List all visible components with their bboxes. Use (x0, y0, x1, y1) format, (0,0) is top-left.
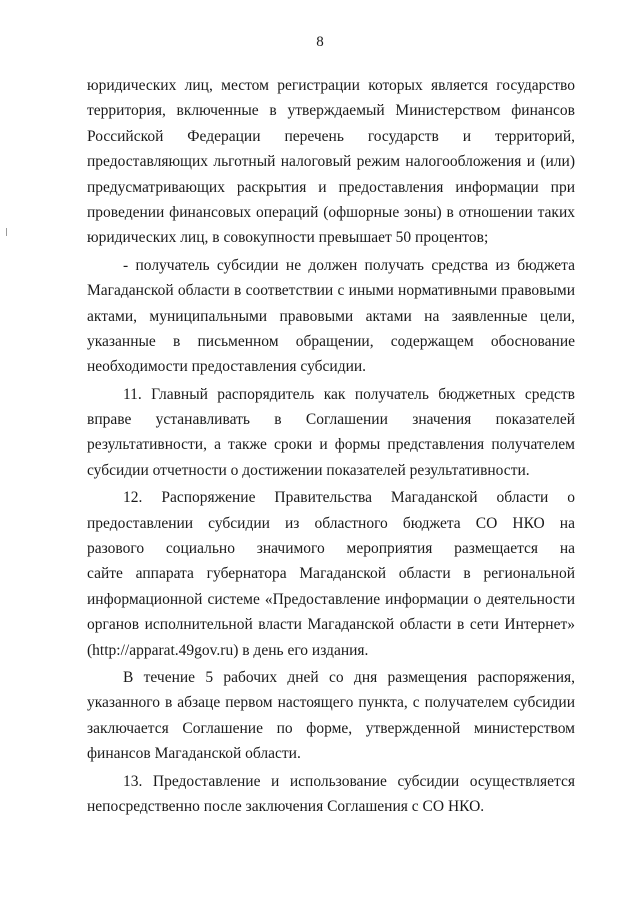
text-line: сайте аппарата губернатора Магаданской области в региональной (87, 565, 575, 583)
paragraph-item-11 (87, 382, 575, 484)
paragraph-item-13 (87, 769, 575, 820)
text-line: 13. Предоставление и использование субсидии осуществляется (123, 772, 575, 790)
text-line: - получатель субсидии не должен получать средства из бюджета (123, 256, 575, 274)
text-line: заключается Соглашение по форме, утвержденной министерством (87, 719, 575, 737)
text-line: информационной системе «Предоставление информации о деятельности (87, 590, 575, 608)
text-line: вправе устанавливать в Соглашении значения показателей (87, 411, 575, 429)
paragraph-recipient-condition (87, 253, 575, 380)
text-line: предусматривающих раскрытия и предоставления информации при (87, 178, 575, 196)
text-line: непосредственно после заключения Соглашения с СО НКО. (87, 797, 485, 815)
text-line: предоставляющих льготный налоговый режим налогообложения и (или) (87, 153, 575, 171)
text-line: В течение 5 рабочих дней со дня размещения распоряжения, (123, 668, 575, 686)
document-body (87, 73, 575, 819)
paragraph-item-12 (87, 485, 575, 663)
text-line: необходимости предоставления субсидии. (87, 358, 367, 376)
text-line: юридических лиц, местом регистрации которых является государство (87, 77, 575, 94)
text-line: указанные в письменном обращении, содержащем обоснование (87, 332, 575, 350)
text-line: 11. Главный распорядитель как получатель бюджетных средств (123, 385, 575, 403)
text-line: предоставлении субсидии из областного бюджета СО НКО на (87, 514, 575, 532)
text-line: 12. Распоряжение Правительства Магаданской области о (123, 489, 575, 507)
page-number: 8 (316, 34, 324, 50)
text-line: территория, включенные в утверждаемый Министерством финансов (87, 102, 575, 120)
text-line: результативности, а также сроки и формы представления получателем (87, 436, 575, 454)
text-line: проведении финансовых операций (офшорные зоны) в отношении таких (87, 203, 575, 221)
text-line: юридических лиц, в совокупности превышает 50 процентов; (87, 229, 489, 247)
text-line: (http://apparat.49gov.ru) в день его издания. (87, 641, 369, 659)
paragraph-continuation (87, 73, 575, 251)
text-line: Российской Федерации перечень государств и территорий, (87, 127, 575, 145)
text-line: указанного в абзаце первом настоящего пункта, с получателем субсидии (87, 694, 575, 712)
text-line: Магаданской области в соответствии с иными нормативными правовыми (87, 282, 575, 300)
margin-mark (6, 228, 7, 236)
text-line: разового социально значимого мероприятия размещается на (87, 540, 575, 558)
paragraph-agreement-term (87, 665, 575, 767)
text-line: финансов Магаданской области. (87, 745, 301, 763)
text-line: актами, муниципальными правовыми актами на заявленные цели, (87, 307, 575, 325)
text-line: органов исполнительной власти Магаданской области в сети Интернет» (87, 616, 575, 634)
text-line: субсидии отчетности о достижении показателей результативности. (87, 461, 530, 479)
